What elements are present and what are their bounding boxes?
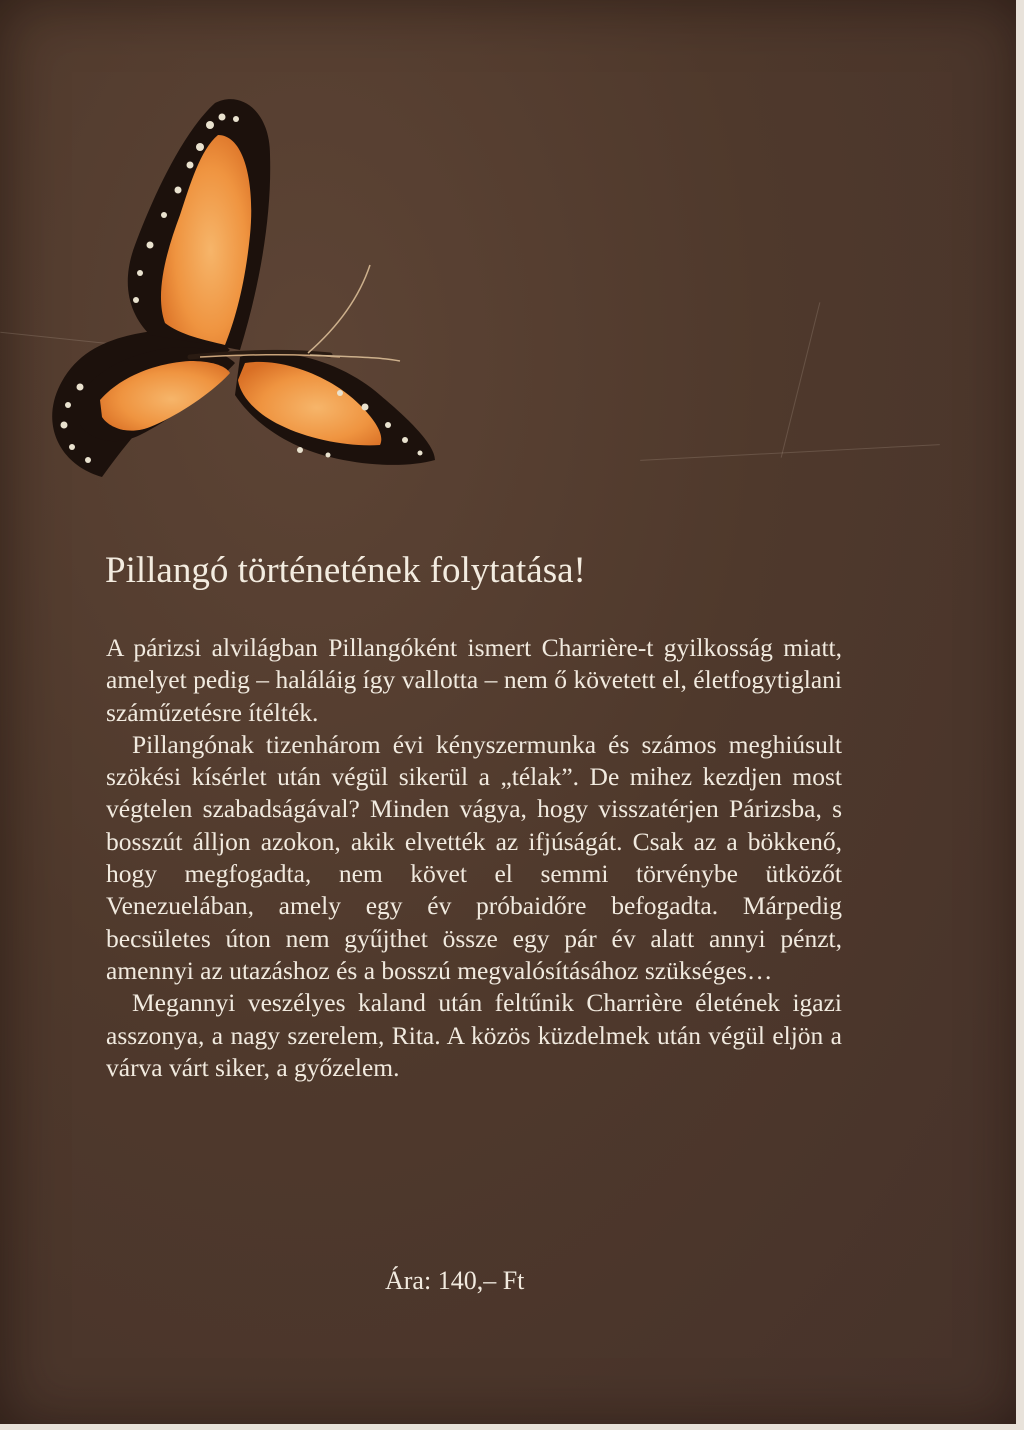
butterfly-icon (40, 95, 440, 480)
cover-crease (640, 444, 940, 461)
price-label: Ára: 140,– Ft (385, 1266, 525, 1295)
headline: Pillangó történetének folytatása! (105, 550, 586, 591)
scan-edge (1016, 0, 1024, 1430)
blurb (106, 632, 842, 1084)
cover-crease (781, 302, 821, 457)
blurb-paragraph: A párizsi alvilágban Pillangóként ismert Charrière-t gyilkosság miatt, amelyet pedig – haláláig így vallotta – nem ő követett el, életfogytiglani száműzetésre ítélték. (106, 633, 842, 727)
blurb-paragraph: Megannyi veszélyes kaland után feltűnik Charrière életének igazi asszonya, a nagy szerelem, Rita. A közös küzdelmek után végül eljön a várva várt siker, a győzelem. (106, 988, 842, 1082)
blurb-paragraph: Pillangónak tizenhárom évi kényszermunka és számos meghiúsult szökési kísérlet után végül sikerül a „télak”. De mihez kezdjen most végtelen szabadságával? Minden vágya, hogy visszatérjen Párizsba, s bosszút álljon azokon, akik elvették az ifjúságát. Csak az a bökkenő, hogy megfogadta, nem követ el semmi törvénybe ütközőt Venezuelában, amely egy év próbaidőre befogadta. Márpedig becsületes úton nem gyűjthet össze egy pár év alatt annyi pénzt, amennyi az utazáshoz és a bosszú megvalósításához szükséges… (106, 729, 842, 985)
scan-edge (0, 1424, 1024, 1430)
